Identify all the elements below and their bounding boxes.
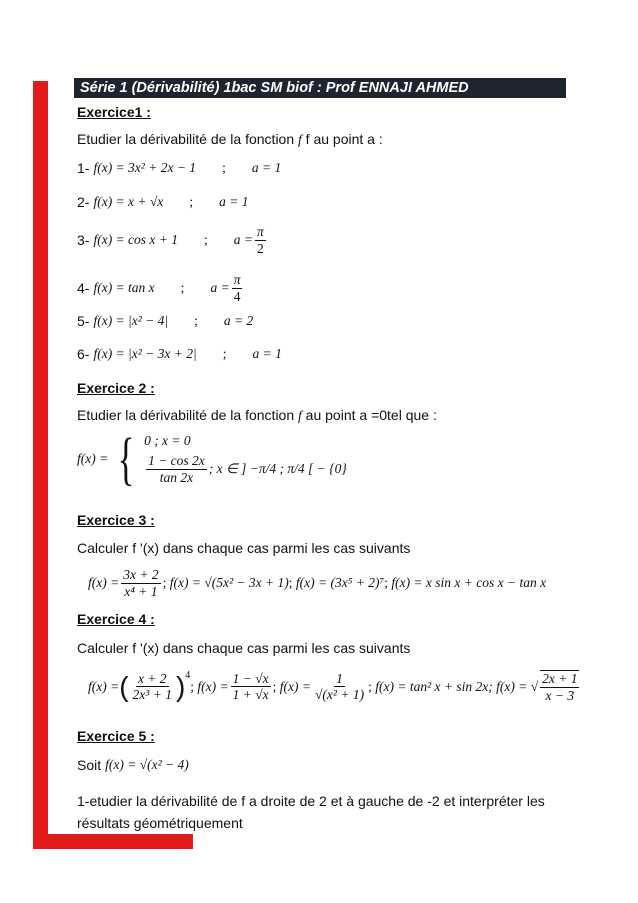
item-number: 1- xyxy=(77,160,90,176)
item-function: f(x) = 3x² + 2x − 1 xyxy=(93,160,197,175)
item-point: a = 1 xyxy=(219,194,249,209)
ex1-item-2: 2- f(x) = x + √x ; a = 1 xyxy=(77,194,249,210)
exercise-4-title: Exercice 4 : xyxy=(77,611,155,627)
exercise-5-definition xyxy=(77,757,189,773)
ex1-item-3: 3- f(x) = cos x + 1 ; a = $\frac{\pi}{2}$ xyxy=(77,224,264,256)
piecewise-case-2-domain: ; x ∈ ] −π/4 ; π/4 [ − {0} xyxy=(208,461,347,476)
left-border-bar xyxy=(33,81,48,849)
item-point-fraction: $\frac{\pi}{2}$ xyxy=(257,224,264,256)
exercise-2-piecewise-function xyxy=(77,426,347,491)
exercise-5-title: Exercice 5 : xyxy=(77,728,155,744)
item-point: a = 1 xyxy=(252,346,282,361)
item-point-prefix: a = xyxy=(233,232,254,248)
ex3-f2: f(x) = √(5x² − 3x + 1) xyxy=(169,575,289,591)
page-header: Série 1 (Dérivabilité) 1bac SM biof : Prof ENNAJI AHMED xyxy=(74,78,566,98)
bottom-border-bar xyxy=(33,834,193,849)
left-brace-icon: { xyxy=(117,426,135,491)
ex1-item-6: 6- f(x) = |x² − 3x + 2| ; a = 1 xyxy=(77,346,282,362)
item-point: a = 2 xyxy=(223,313,254,328)
exercise-2-intro-text-end: au point a =0tel que : xyxy=(301,407,437,423)
exercise-3-title: Exercice 3 : xyxy=(77,512,155,528)
exercise-1-intro-text: Etudier la dérivabilité de la fonction xyxy=(77,131,299,147)
item-number: 3- xyxy=(77,232,90,249)
ex4-f3-fraction: $\frac{1}{\text{√(x² + 1)}}$ xyxy=(315,670,365,703)
exercise-4-functions: f(x) = ( $\frac{x + 2}{\text{2x³ + 1}}$ ) $^4$ ; f(x) = $\frac{1 - √x}{1 + √x}$ ; f(x) = $\frac{1}{\text{√(x² + 1)}}$ ; f(x) = tan² x + sin 2x; f(x) = √ $\frac{2x + 1}{x - 3}$ xyxy=(88,670,578,703)
item-function: f(x) = x + √x xyxy=(93,194,164,209)
item-function: f(x) = tan x xyxy=(93,280,155,296)
exercise-1-title: Exercice1 : xyxy=(77,104,151,120)
piecewise-case-1: 0 ; x = 0 xyxy=(144,432,191,448)
ex4-f1-exponent: 4 xyxy=(185,670,191,681)
ex4-f2-fraction: $\frac{1 - √x}{1 + √x}$ xyxy=(232,670,269,703)
item-number: 6- xyxy=(77,346,90,362)
exercise-5-question-1: 1-etudier la dérivabilité de f a droite de 2 et à gauche de -2 et interpréter les résultats géométriquement xyxy=(77,793,545,831)
piecewise-lhs: f(x) = xyxy=(77,451,109,466)
item-function: f(x) = |x² − 3x + 2| xyxy=(93,346,197,361)
ex1-item-1: 1- f(x) = 3x² + 2x − 1 ; a = 1 xyxy=(77,160,282,176)
exercise-3-intro: Calculer f '(x) dans chaque cas parmi les cas suivants xyxy=(77,540,411,556)
item-point: a = 1 xyxy=(251,160,282,175)
exercise-2-intro-f: f xyxy=(298,408,302,423)
exercise-1-intro xyxy=(77,131,383,148)
ex3-f4: f(x) = x sin x + cos x − tan x xyxy=(391,575,547,591)
exercise-3-functions: f(x) = $\frac{3x + 2}{\text{x⁴ + 1}}$ ; f(x) = √(5x² − 3x + 1) ; f(x) = (3x⁵ + 2)⁷ ; f(x) = x sin x + cos x − tan x xyxy=(88,567,547,599)
exercise-4-intro: Calculer f '(x) dans chaque cas parmi les cas suivants xyxy=(77,640,411,656)
ex1-item-4: 4- f(x) = tan x ; a = $\frac{\pi}{4}$ xyxy=(77,272,241,304)
ex1-item-5: 5- f(x) = |x² − 4| ; a = 2 xyxy=(77,313,254,329)
item-function: f(x) = cos x + 1 xyxy=(93,232,179,248)
item-point-fraction: $\frac{\pi}{4}$ xyxy=(233,272,241,304)
item-number: 2- xyxy=(77,194,90,210)
ex4-f5-fraction: $\frac{2x + 1}{x - 3}$ xyxy=(542,671,578,703)
exercise-2-intro-text: Etudier la dérivabilité de la fonction xyxy=(77,407,299,423)
item-number: 5- xyxy=(77,313,90,329)
ex3-f3: f(x) = (3x⁵ + 2)⁷ xyxy=(295,575,385,591)
ex4-f1-fraction: $\frac{x + 2}{\text{2x³ + 1}}$ xyxy=(132,670,172,703)
exercise-2-intro xyxy=(77,407,437,424)
item-function: f(x) = |x² − 4| xyxy=(93,313,169,328)
exercise-1-intro-text-end: f au point a : xyxy=(301,131,383,147)
item-point-prefix: a = xyxy=(210,280,230,296)
piecewise-case-2-fraction: $\frac{1 - \cos 2x}{\tan 2x}$ xyxy=(148,452,205,485)
ex3-f1-fraction: $\frac{3x + 2}{\text{x⁴ + 1}}$ xyxy=(123,567,159,599)
soit-label: Soit xyxy=(77,757,102,773)
item-number: 4- xyxy=(77,280,90,297)
exercise-1-intro-f: f xyxy=(298,132,302,147)
ex5-function: f(x) = √(x² − 4) xyxy=(105,757,189,772)
ex4-f4: f(x) = tan² x + sin 2x; xyxy=(375,678,493,694)
exercise-2-title: Exercice 2 : xyxy=(77,380,155,396)
